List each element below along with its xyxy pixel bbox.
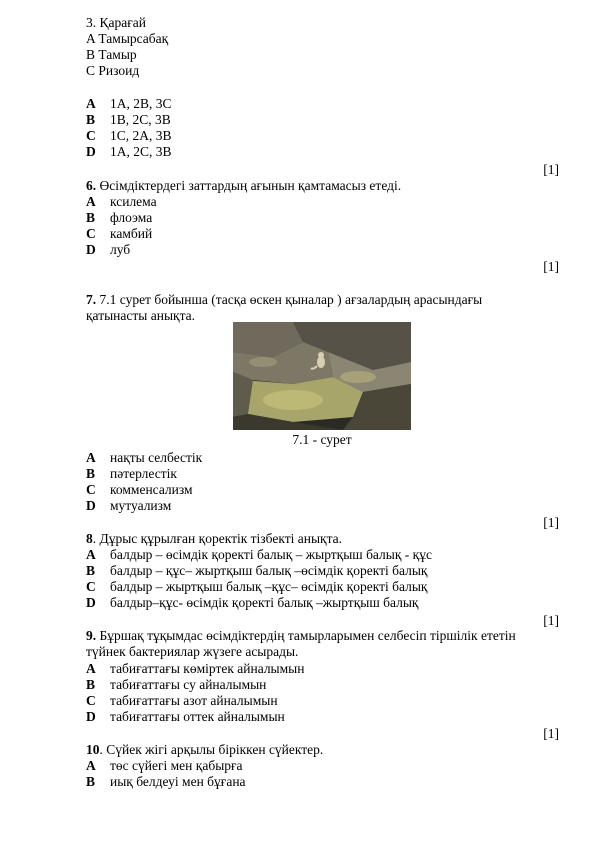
q7-question-line1: 7. 7.1 сурет бойынша (тасқа өскен қыналар ) ағзалардың арасындағы	[86, 292, 483, 307]
q3-heading: 3. Қарағай	[86, 15, 146, 30]
q10-question: 10. Сүйек жігі арқылы біріккен сүйектер.	[86, 742, 324, 757]
q9-mark: [1]	[543, 726, 559, 741]
q9-question-line2: түйнек бактериялар жүзеге асырады.	[86, 644, 299, 659]
q8-question: 8. Дұрыс құрылған қоректік тізбекті анықта.	[86, 531, 343, 546]
q3-item: C Ризоид	[86, 63, 140, 78]
q3-item: B Тамыр	[86, 47, 137, 62]
q7-question-line2: қатынасты анықта.	[86, 308, 196, 323]
q8-mark: [1]	[543, 613, 559, 628]
q3-mark: [1]	[543, 162, 559, 177]
lichen-rocks-photo	[233, 322, 411, 430]
q6-mark: [1]	[543, 259, 559, 274]
q6-question: 6. Өсімдіктердегі заттардың ағынын қамтамасыз етеді.	[86, 178, 402, 193]
q7-mark: [1]	[543, 515, 559, 530]
q3-item: A Тамырсабақ	[86, 31, 169, 46]
figure-caption: 7.1 - сурет	[292, 432, 352, 447]
q9-question-line1: 9. Бұршақ тұқымдас өсімдіктердің тамырларымен селбесіп тіршілік ететін	[86, 628, 516, 643]
